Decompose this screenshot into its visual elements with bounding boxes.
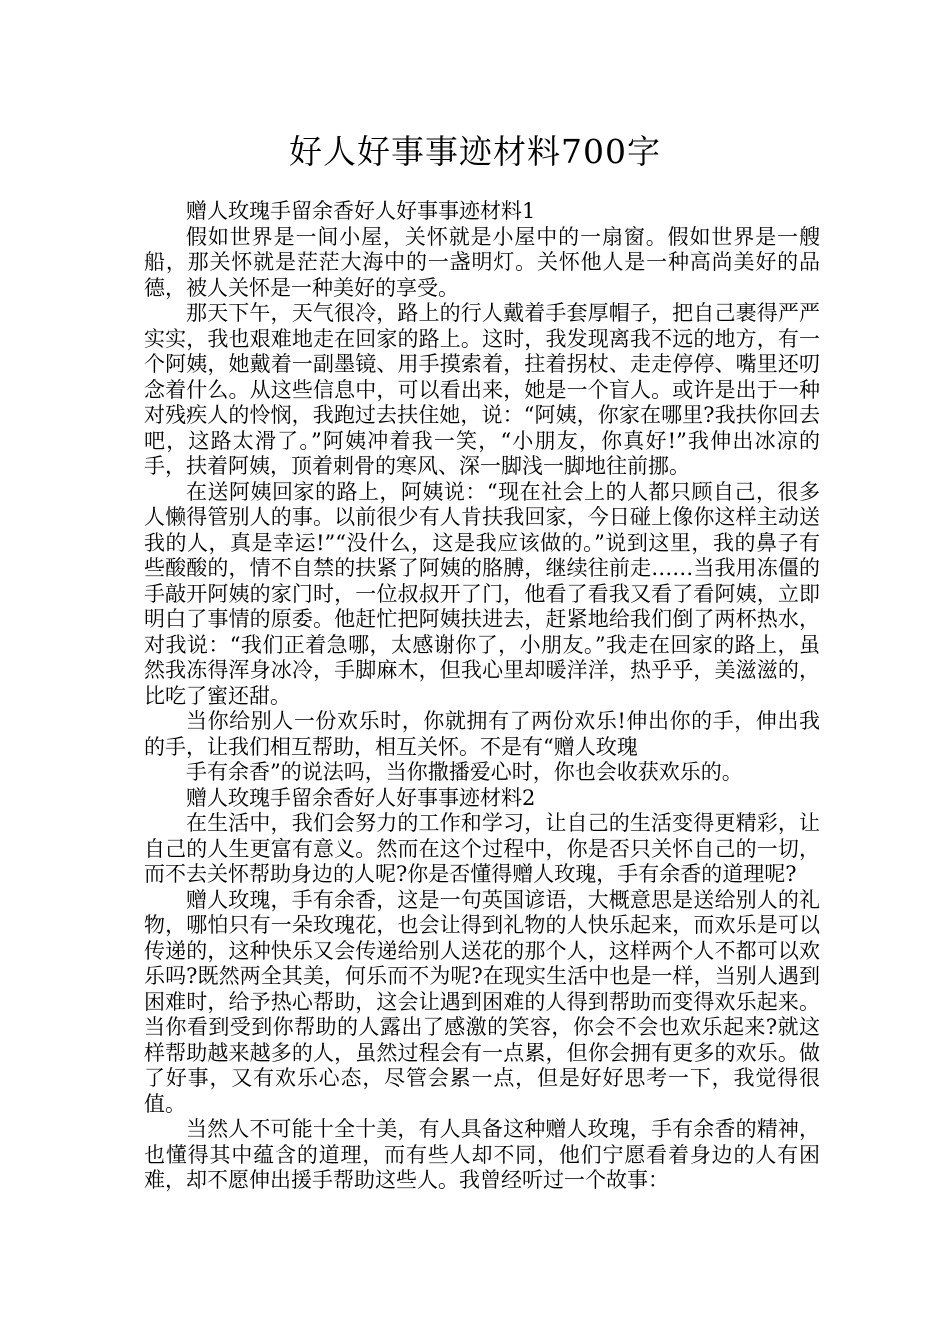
document-title: 好人好事事迹材料700字 [289, 132, 661, 171]
paragraph: 假如世界是一间小屋，关怀就是小屋中的一扇窗。假如世界是一艘船，那关怀就是茫茫大海中的一盏明灯。关怀他人是一种高尚美好的品德，被人关怀是一种美好的享受。 [144, 224, 820, 300]
paragraph: 在送阿姨回家的路上，阿姨说：“现在社会上的人都只顾自己，很多人懒得管别人的事。以前很少有人肯扶我回家，今日碰上像你这样主动送我的人，真是幸运!”“没什么，这是我应该做的。”说到这里，我的鼻子有些酸酸的，情不自禁的扶紧了阿姨的胳膊，继续往前走……当我用冻僵的手敲开阿姨的家门时，一位叔叔开了门，他看了看我又看了看阿姨，立即明白了事情的原委。他赶忙把阿姨扶进去，赶紧地给我们倒了两杯热水，对我说：“我们正着急哪，太感谢你了，小朋友。”我走在回家的路上，虽然我冻得浑身冰冷，手脚麻木，但我心里却暖洋洋，热乎乎，美滋滋的，比吃了蜜还甜。 [144, 479, 820, 708]
paragraph: 赠人玫瑰，手有余香，这是一句英国谚语，大概意思是送给别人的礼物，哪怕只有一朵玫瑰花，也会让得到礼物的人快乐起来，而欢乐是可以传递的，这种快乐又会传递给别人送花的那个人，这样两个人不都可以欢乐吗?既然两全其美，何乐而不为呢?在现实生活中也是一样，当别人遇到困难时，给予热心帮助，这会让遇到困难的人得到帮助而变得欢乐起来。当你看到受到你帮助的人露出了感激的笑容，你会不会也欢乐起来?就这样帮助越来越多的人，虽然过程会有一点累，但你会拥有更多的欢乐。做了好事，又有欢乐心态，尽管会累一点，但是好好思考一下，我觉得很值。 [144, 887, 820, 1116]
paragraph: 那天下午，天气很冷，路上的行人戴着手套厚帽子，把自己裹得严严实实，我也艰难地走在回家的路上。这时，我发现离我不远的地方，有一个阿姨，她戴着一副墨镜、用手摸索着，拄着拐杖、走走停停、嘴里还叨念着什么。从这些信息中，可以看出来，她是一个盲人。或许是出于一种对残疾人的怜悯，我跑过去扶住她，说：“阿姨，你家在哪里?我扶你回去吧，这路太滑了。”阿姨冲着我一笑，“小朋友，你真好!”我伸出冰凉的手，扶着阿姨，顶着刺骨的寒风、深一脚浅一脚地往前挪。 [144, 301, 820, 478]
paragraph-continuation: 手有余香”的说法吗，当你撒播爱心时，你也会收获欢乐的。 [186, 760, 743, 784]
paragraph: 当然人不可能十全十美，有人具备这种赠人玫瑰，手有余香的精神，也懂得其中蕴含的道理，而有些人却不同，他们宁愿看着身边的人有困难，却不愿伸出援手帮助这些人。我曾经听过一个故事： [144, 1117, 820, 1192]
paragraph: 在生活中，我们会努力的工作和学习，让自己的生活变得更精彩，让自己的人生更富有意义。然而在这个过程中，你是否只关怀自己的一切，而不去关怀帮助身边的人呢?你是否懂得赠人玫瑰，手有余香的道理呢? [144, 811, 820, 886]
section-heading-1: 赠人玫瑰手留余香好人好事事迹材料1 [186, 199, 536, 223]
paragraph: 当你给别人一份欢乐时，你就拥有了两份欢乐!伸出你的手，伸出我的手，让我们相互帮助，相互关怀。不是有“赠人玫瑰 [144, 709, 820, 759]
document-body [144, 199, 820, 1194]
section-heading-2: 赠人玫瑰手留余香好人好事事迹材料2 [186, 785, 536, 810]
